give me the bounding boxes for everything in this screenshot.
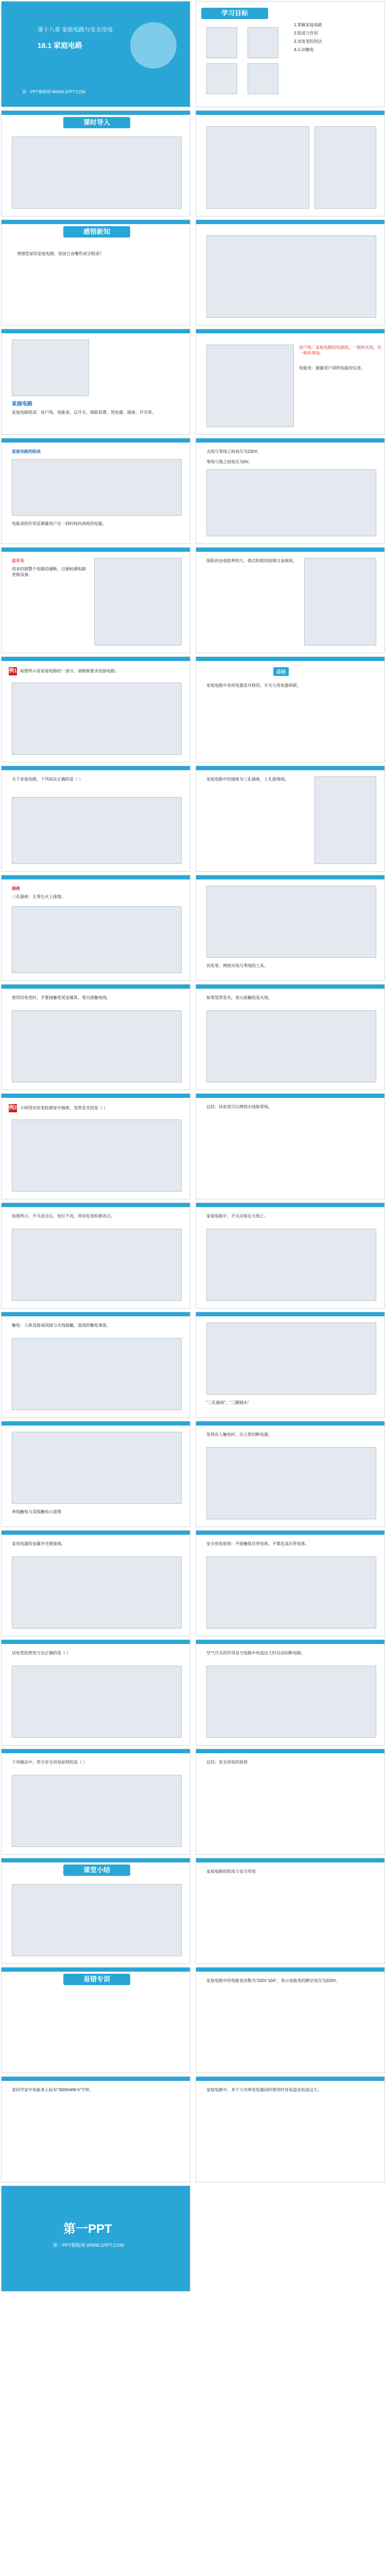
slide30-image [206,1666,376,1738]
slide29-image [12,1666,182,1738]
end-brand: 第一PPT [63,2222,112,2236]
slide-28 [196,1530,385,1636]
slide15-image [12,906,182,973]
slide-topbar [196,548,384,552]
slide-topbar [196,1640,384,1644]
slide-27 [1,1530,190,1636]
slide-9 [1,547,190,653]
slide5-title: 家庭电路 [12,401,32,407]
slide16-text: 试电笔：辨别火线与零线的工具。 [206,963,268,968]
slide-topbar [196,766,384,770]
slide-topbar [2,548,190,552]
cover-illustration [130,22,177,69]
summary-mindmap [12,1884,182,1956]
meter-photo-left [206,126,309,209]
goals-item-4: 4.认识触电 [294,47,314,52]
slide-15 [1,875,190,981]
circuit-board-image [206,235,376,318]
slide-20 [196,1093,385,1199]
slide20-text: 总结：试电笔可以辨别火线和零线。 [206,1105,272,1109]
slide-topbar [2,1640,190,1644]
goals-image-meter [206,27,237,58]
slide-25 [1,1421,190,1527]
slide-29 [1,1639,190,1745]
slide16-image [206,886,376,958]
slide-32 [196,1749,385,1855]
slide29-text: 试电笔的使用方法正确的是（ ） [12,1651,71,1655]
slide-topbar [2,1968,190,1972]
slide-topbar [196,220,384,224]
slide22-image [206,1229,376,1301]
slide7-title: 家庭电路的组成 [12,449,41,454]
slide28-image [206,1556,376,1629]
slide-topbar [196,1094,384,1098]
slide-topbar [196,1203,384,1207]
slide-topbar [196,875,384,879]
slide-8 [196,438,385,544]
slide9-title: 总开关 [12,558,24,563]
slide25-text: 单线触电与双线触电示意图 [12,1510,61,1514]
slide-goals [196,1,385,107]
slide11-circuit-image [12,683,182,755]
slide18-text: 如果氖管发光，表示接触的是火线。 [206,995,272,1000]
newlesson-text: 观察您家的家庭电路，说说它由哪些部分组成？ [17,251,103,256]
slide-topbar [196,1531,384,1535]
slide27-text: 家用电器的金属外壳要接地。 [12,1541,65,1546]
intro-photo [12,137,182,209]
slide9-image [94,558,182,646]
goals-item-3: 3.试电笔的用法 [294,39,322,44]
slide-topbar [196,329,384,333]
slide23-image [12,1338,182,1410]
goals-item-2: 2.组成与作用 [294,31,318,36]
slide-topbar [196,985,384,989]
slide-7 [1,438,190,544]
slide-31 [1,1749,190,1855]
slide-meter-photo [196,110,385,216]
slide-topbar [2,1749,190,1753]
slide28-text: 安全用电原则：不接触低压带电体，不靠近高压带电体。 [206,1541,309,1546]
slide13-image [12,797,182,864]
example-badge: 例2 [9,1104,17,1112]
goals-image-switch [248,27,278,58]
slide-13 [1,766,190,872]
slide-topbar [196,1858,384,1862]
slide-22 [196,1202,385,1309]
meter-photo-right [314,126,376,209]
slide-practice [1,1967,190,2073]
slide31-text: 下列做法中，符合安全用电原则的是（ ） [12,1760,87,1765]
example-badge: 例1 [9,667,17,675]
slide-topbar [196,657,384,661]
slide-11 [1,656,190,762]
slide32-text: 总结：安全用电的原则 [206,1760,248,1765]
slide-topbar [2,657,190,661]
goals-title: 学习目标 [201,8,268,19]
slide-topbar [2,111,190,115]
slide-14 [196,766,385,872]
slide5-image [12,340,89,396]
goals-item-1: 1.掌握家庭电路 [294,23,322,27]
slide-18 [196,984,385,1090]
goals-image-pen [248,63,278,94]
slide21-image [12,1229,182,1301]
slide-37 [1,2076,190,2182]
slide6-text-1: 进户线：家庭电路的电源线，一根叫火线，另一根叫零线。 [299,345,381,355]
slide10-image [304,558,376,646]
slide-17 [1,984,190,1090]
slide15-text: 三孔插座：左零右火上接地。 [12,894,65,899]
slide12-text: 家庭电路中各用电器是并联的，开关与用电器串联。 [206,683,301,688]
slide-topbar [2,1203,190,1207]
slide7-circuit-image [12,459,182,516]
slide-topbar [196,111,384,115]
end-background [2,2186,190,2292]
slide-topbar [196,1312,384,1316]
slide30-text: 空气开关的作用是当电路中电流过大时自动切断电路。 [206,1651,305,1655]
slide14-text: 家庭电路中的插座为三孔插座，上孔接地线。 [206,777,289,782]
slide-21 [1,1202,190,1309]
slide37-text: 某同学家中电能表上标有“3000r/kW·h”字样。 [12,2088,94,2092]
slide24-text: “三孔插座”，“三脚插头” [206,1400,249,1405]
slide-5 [1,329,190,435]
slide-36 [196,1967,385,2073]
slide-23 [1,1312,190,1418]
intro-title: 课时导入 [63,117,130,128]
slide22-text: 家庭电路中，开关应接在火线上。 [206,1214,268,1218]
slide25-image [12,1432,182,1504]
slide6-image [206,345,294,427]
end-sub: 第一PPT模板网 WWW.1PPT.COM [53,2243,124,2248]
slide15-title: 插座 [12,886,20,891]
slide-summary [1,1858,190,1964]
slide-end [1,2185,190,2292]
slide38-text: 家庭电路中，多个大功率用电器同时使用时容易造成电流过大。 [206,2088,322,2092]
summary-title: 课堂小结 [63,1865,130,1876]
slide-topbar [2,1421,190,1426]
slide8-text-2: 零线与地之间电压为0V。 [206,460,253,464]
slide-26 [196,1421,385,1527]
slide8-image [206,469,376,536]
slide-6 [196,329,385,435]
slide-topbar [2,438,190,443]
slide-intro [1,110,190,216]
slide-16 [196,875,385,981]
slide-24 [196,1312,385,1418]
practice-title: 易错专训 [63,1974,130,1985]
slide-circuit-board [196,219,385,326]
slide17-text: 使用试电笔时，手要接触笔尾金属体，笔尖接触电线。 [12,995,111,1000]
slide11-text: 如图所示是家庭电路的一部分，请根据要求连接电路。 [20,669,119,673]
slide-topbar [196,1968,384,1972]
slide-topbar [2,875,190,879]
slide-topbar [2,766,190,770]
slide19-image [12,1120,182,1192]
slide21-text: 如图所示，开关闭合后，电灯不亮，用试电笔检测各点。 [12,1214,115,1218]
goals-image-socket [206,63,237,94]
slide-topbar [2,329,190,333]
slide13-text: 关于家庭电路，下列说法正确的是（ ） [12,777,83,782]
slide26-text: 发现有人触电时，应立即切断电源。 [206,1432,272,1437]
slide8-text-1: 火线与零线之间电压为220V。 [206,449,261,454]
slide23-text: 触电：人体直接或间接与火线接触，造成的触电事故。 [12,1323,111,1328]
slide-topbar [2,2077,190,2081]
slide9-text: 用来控制整个电路的通断，以便检测电路更换设备。 [12,567,86,577]
slide-topbar [2,985,190,989]
slide-topbar [196,2077,384,2081]
slide-34 [196,1858,385,1964]
slide-topbar [2,1531,190,1535]
slide-topbar [196,1749,384,1753]
slide36-text: 家庭电路中的电能表读数为“220V 10A”，表示电能表的额定电压为220V。 [206,1978,340,1983]
slide-12 [196,656,385,762]
slide-19 [1,1093,190,1199]
slide-38 [196,2076,385,2182]
slide-topbar [2,1858,190,1862]
slide-topbar [2,1094,190,1098]
slide26-image [206,1447,376,1519]
slide-newlesson [1,219,190,326]
slide24-image [206,1323,376,1395]
slide27-image [12,1556,182,1629]
slide14-image [314,776,376,864]
slide34-text: 家庭电路的组成与安全用电 [206,1869,256,1874]
newlesson-title: 感悟新知 [63,226,130,238]
slide7-text: 电能表的作用是测量用户在一段时间内消耗的电能。 [12,521,107,526]
slide17-image [12,1010,182,1082]
slide-10 [196,547,385,653]
slide5-text: 家庭电路组成：进户线、电能表、总开关、保险装置、用电器、插座、开关等。 [12,410,156,415]
slide-topbar [196,438,384,443]
slide-topbar [196,1421,384,1426]
slide-30 [196,1639,385,1745]
slide-cover [1,1,190,107]
slide-topbar [2,220,190,224]
slide19-text: 小明用试电笔检测家中插座，氖管发光的是（ ） [20,1106,108,1110]
cover-chapter: 第十八章 家庭电路与安全用电 [38,27,113,33]
cover-lesson: 18.1 家庭电路 [38,41,83,49]
cover-brand: 第一PPT模板网-WWW.1PPT.COM [22,90,85,94]
slide6-text-2: 电能表：测量用户消耗电能的仪表。 [299,366,365,370]
slide18-image [206,1010,376,1082]
summary-tag: 总结 [273,667,289,676]
slide31-image [12,1775,182,1847]
slide10-text: 保险丝由电阻率较大、熔点较低的铅锑合金制成。 [206,558,297,563]
slide-topbar [2,1312,190,1316]
